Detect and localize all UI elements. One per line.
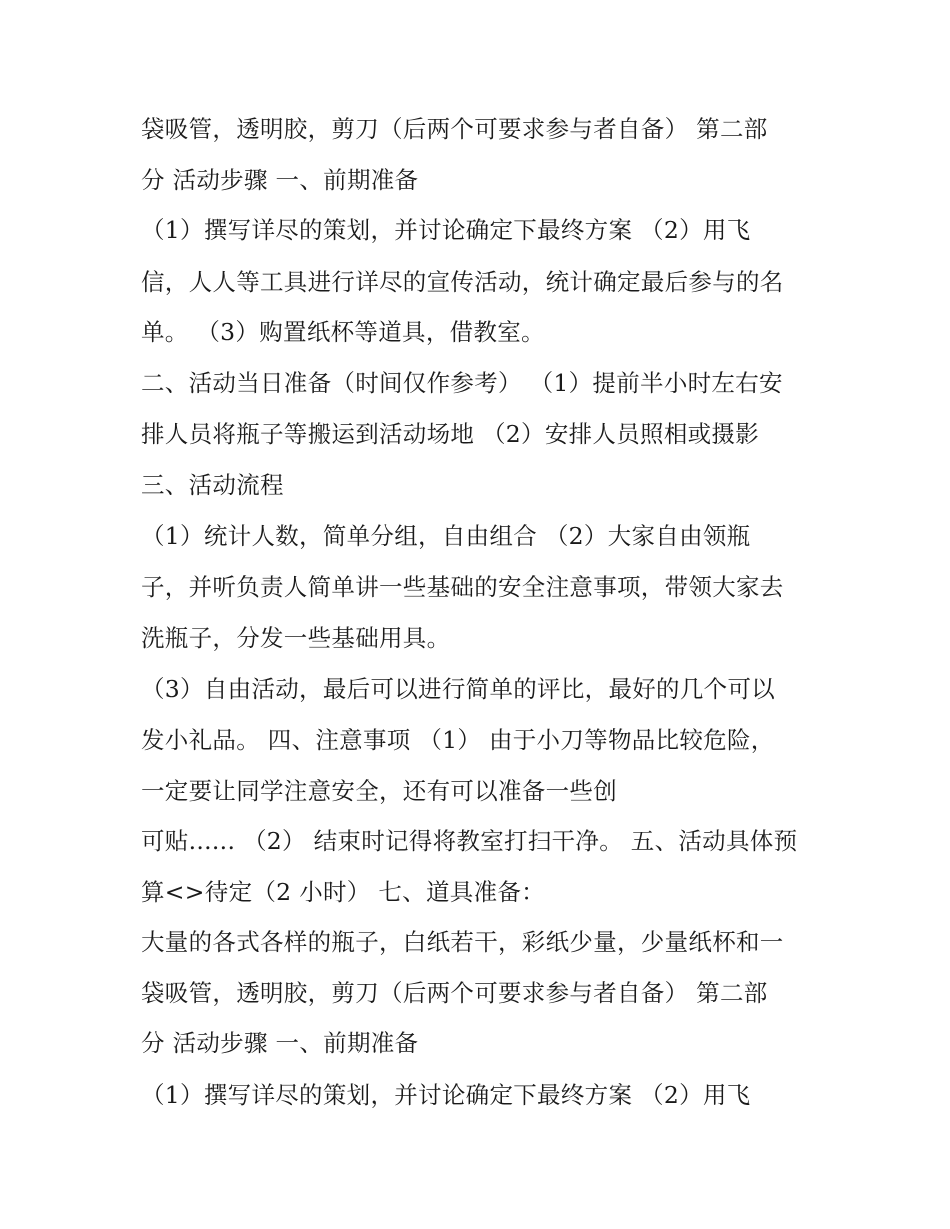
text-line: 洗瓶子，分发一些基础用具。 <box>141 624 451 652</box>
text-line: 发小礼品。 四、注意事项 （1） 由于小刀等物品比较危险， <box>141 726 775 754</box>
text-line: 单。 （3）购置纸杯等道具，借教室。 <box>141 318 545 346</box>
text-line: 袋吸管，透明胶，剪刀（后两个可要求参与者自备） 第二部 <box>141 979 768 1007</box>
text-line: 算<>待定（2 小时） 七、道具准备： <box>141 878 545 906</box>
text-line: （1）统计人数，简单分组，自由组合 （2）大家自由领瓶 <box>141 522 751 550</box>
text-line: 大量的各式各样的瓶子，白纸若干，彩纸少量，少量纸杯和一 <box>141 928 784 956</box>
text-line: 分 活动步骤 一、前期准备 <box>141 166 419 194</box>
text-line: 可贴...... （2） 结束时记得将教室打扫干净。 五、活动具体预 <box>141 827 798 855</box>
text-line: 排人员将瓶子等搬运到活动场地 （2）安排人员照相或摄影 <box>141 420 760 448</box>
text-line: （1）撰写详尽的策划，并讨论确定下最终方案 （2）用飞 <box>141 216 751 244</box>
text-line: （1）撰写详尽的策划，并讨论确定下最终方案 （2）用飞 <box>141 1081 751 1109</box>
text-line: 二、活动当日准备（时间仅作参考） （1）提前半小时左右安 <box>141 369 783 397</box>
text-line: 分 活动步骤 一、前期准备 <box>141 1029 419 1057</box>
section-heading: 三、活动流程 <box>141 471 284 499</box>
text-line: 子，并听负责人简单讲一些基础的安全注意事项，带领大家去 <box>141 573 784 601</box>
text-line: 一定要让同学注意安全，还有可以准备一些创 <box>141 777 617 805</box>
text-line: （3）自由活动，最后可以进行简单的评比，最好的几个可以 <box>141 675 776 703</box>
text-line: 袋吸管，透明胶，剪刀（后两个可要求参与者自备） 第二部 <box>141 115 768 143</box>
text-line: 信，人人等工具进行详尽的宣传活动，统计确定最后参与的名 <box>141 268 784 296</box>
